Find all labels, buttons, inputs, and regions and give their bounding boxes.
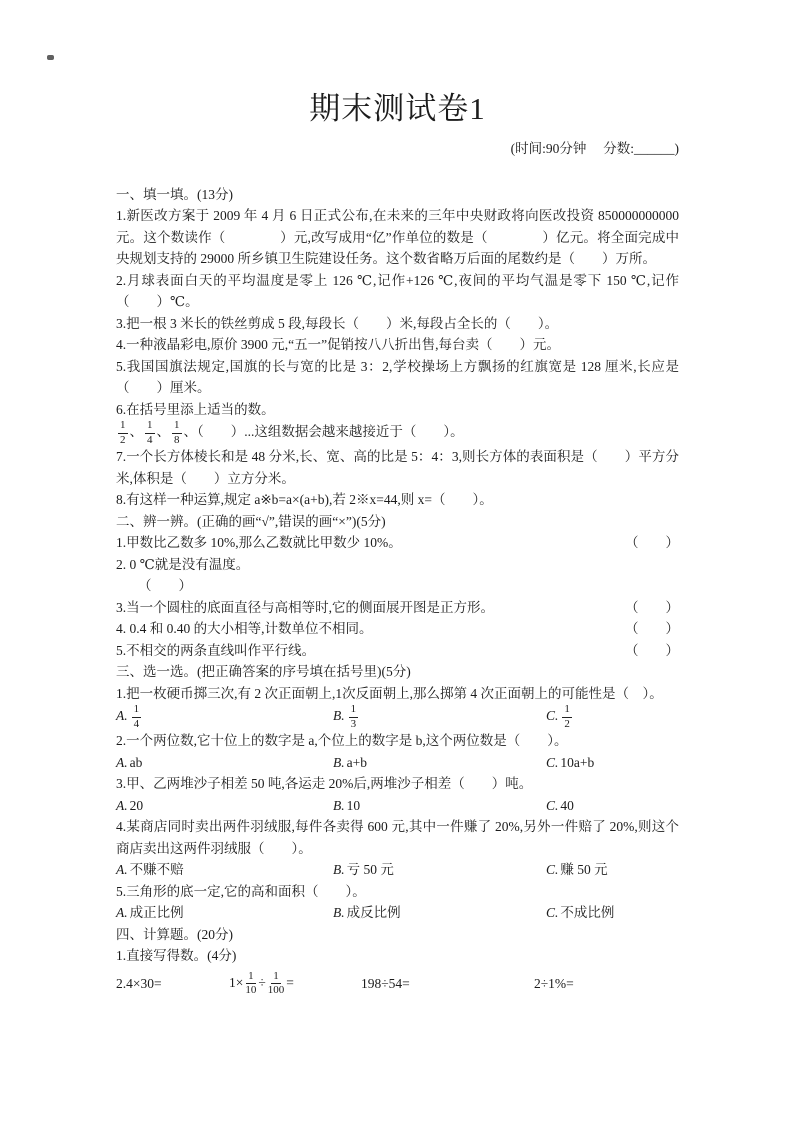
question-6-intro: 6.在括号里添上适当的数。 <box>116 401 275 417</box>
question-text: 4.某商店同时卖出两件羽绒服,每件各卖得 600 元,其中一件赚了 20%,另外一件赔了 20%,则这个商店卖出这两件羽绒服（ ）。 <box>116 819 679 856</box>
true-false-item <box>116 640 679 662</box>
option-text: 成反比例 <box>346 905 401 921</box>
question-8: 8.有这样一种运算,规定 a※b=a×(a+b),若 2※x=44,则 x=（ ）。 <box>116 492 493 508</box>
subsection-heading: 1.直接写得数。(4分) <box>116 948 237 964</box>
option-b <box>333 902 546 924</box>
option-c <box>546 752 679 774</box>
option-b <box>333 859 546 881</box>
question-4: 4.一种液晶彩电,原价 3900 元,“五一”促销按八八折出售,每台卖（ ）元。 <box>116 337 560 352</box>
section-2-heading: 二、辨一辨。(正确的画“√”,错误的画“×”)(5分) <box>116 513 386 529</box>
question-text: 2. 0 ℃就是没有温度。 <box>116 556 250 572</box>
answer-blank: （ ） <box>625 599 679 615</box>
option-label: A. <box>116 708 128 724</box>
calc-expression: 2÷1%= <box>534 975 574 991</box>
option-a <box>116 859 333 881</box>
option-a <box>116 704 333 730</box>
option-text: 赚 50 元 <box>560 862 608 878</box>
section-4-heading: 四、计算题。(20分) <box>116 926 233 942</box>
answer-blank: （ ） <box>625 621 679 637</box>
fraction: $\frac{1}{2}$ <box>120 419 126 446</box>
section-multiple-choice <box>116 661 679 924</box>
section-1-heading: 一、填一填。(13分) <box>116 186 233 202</box>
question-text: 1.把一枚硬币掷三次,有 2 次正面朝上,1次反面朝上,那么掷第 4 次正面朝上的可能性是（ ）。 <box>116 685 663 701</box>
fraction: $\frac{1}{10}$ <box>245 969 257 997</box>
scan-artifact-dot <box>47 55 54 60</box>
option-label: A. <box>116 905 128 921</box>
header-meta: (时间:90分钟 分数:______) <box>510 141 679 156</box>
option-c <box>546 704 679 730</box>
option-label: A. <box>116 862 128 878</box>
options-row <box>116 795 679 817</box>
fraction: $\frac{1}{2}$ <box>564 703 570 730</box>
question-7: 7.一个长方体棱长和是 48 分米,长、宽、高的比是 5：4：3,则长方体的表面积是（ ）平方分米,体积是（ ）立方分米。 <box>116 449 679 486</box>
question-text: 5.不相交的两条直线叫作平行线。 <box>116 642 316 658</box>
answer-blank: （ ） <box>138 578 192 594</box>
question-text: 3.甲、乙两堆沙子相差 50 吨,各运走 20%后,两堆沙子相差（ ）吨。 <box>116 776 533 792</box>
option-text: 不成比例 <box>560 905 615 921</box>
question-3: 3.把一根 3 米长的铁丝剪成 5 段,每段长（ ）米,每段占全长的（ ）。 <box>116 315 559 331</box>
option-label: C. <box>546 905 559 921</box>
option-a <box>116 902 333 924</box>
option-label: B. <box>333 754 345 770</box>
option-label: A. <box>116 754 128 770</box>
option-text: 10 <box>346 797 361 813</box>
option-a <box>116 752 333 774</box>
option-label: A. <box>116 797 128 813</box>
true-false-item <box>116 597 679 619</box>
option-label: B. <box>333 797 345 813</box>
answer-blank: （ ） <box>625 535 679 551</box>
option-text: 40 <box>560 797 574 813</box>
options-row <box>116 704 679 730</box>
fraction: $\frac{1}{4}$ <box>133 703 140 730</box>
calc-expression: 2.4×30= <box>116 975 162 991</box>
option-text: 20 <box>129 797 144 813</box>
option-label: C. <box>546 708 559 724</box>
question-text: 4. 0.4 和 0.40 的大小相等,计数单位不相同。 <box>116 621 373 637</box>
section-fill-in <box>116 184 679 511</box>
question-text: 3.当一个圆柱的底面直径与高相等时,它的侧面展开图是正方形。 <box>116 599 494 615</box>
option-text <box>347 703 361 730</box>
option-label: B. <box>333 862 345 878</box>
option-text: ab <box>129 754 143 770</box>
question-6-sequence: $\frac{1}{2}$ 、 $\frac{1}{4}$ 、 $\frac{1}{8}$ 、（ ）...这组数据会越来越接近于（ ）。 <box>120 419 464 446</box>
question-text: 1.甲数比乙数多 10%,那么乙数就比甲数少 10%。 <box>116 535 402 551</box>
fraction: $\frac{1}{8}$ <box>174 419 180 446</box>
fraction: $\frac{1}{3}$ <box>350 703 357 730</box>
option-c <box>546 795 679 817</box>
option-text: 成正比例 <box>129 905 184 921</box>
options-row <box>116 902 679 924</box>
option-label: B. <box>333 708 345 724</box>
answer-blank: （ ） <box>625 642 679 658</box>
calc-expression: 1× $\frac{1}{10}$ ÷ $\frac{1}{100}$ = <box>229 969 294 997</box>
option-b <box>333 704 546 730</box>
question-text: 2.一个两位数,它十位上的数字是 a,个位上的数字是 b,这个两位数是（ ）。 <box>116 733 568 749</box>
option-text: 不赚不赔 <box>129 862 184 878</box>
option-text <box>560 703 574 730</box>
question-5: 5.我国国旗法规定,国旗的长与宽的比是 3：2,学校操场上方飘扬的红旗宽是 128 厘米,长应是（ ）厘米。 <box>116 358 679 395</box>
section-3-heading: 三、选一选。(把正确答案的序号填在括号里)(5分) <box>116 664 411 680</box>
option-text <box>130 703 144 730</box>
question-text: 5.三角形的底一定,它的高和面积（ ）。 <box>116 883 366 899</box>
option-b <box>333 752 546 774</box>
true-false-item <box>116 532 679 554</box>
section-true-false <box>116 511 679 662</box>
section-calculation <box>116 924 679 997</box>
question-1: 1.新医改方案于 2009 年 4 月 6 日正式公布,在未来的三年中央财政将向医改投资 850000000000 元。这个数读作（ ）元,改写成用“亿”作单位的数是（ ）亿元。将全面完成中央规划支持的 29000 所乡镇卫生院建设任务。这个数省略万后面的尾数约是（ ）万所。 <box>116 208 679 266</box>
option-label: C. <box>546 862 559 878</box>
options-row <box>116 859 679 881</box>
option-text: 10a+b <box>560 754 595 770</box>
option-label: B. <box>333 905 345 921</box>
page-title: 期末测试卷1 <box>309 91 486 126</box>
option-text: 亏 50 元 <box>346 862 394 878</box>
calculation-row <box>116 971 679 997</box>
option-label: C. <box>546 754 559 770</box>
option-c <box>546 859 679 881</box>
fraction: $\frac{1}{4}$ <box>147 419 153 446</box>
calc-expression: 198÷54= <box>361 975 410 991</box>
option-a <box>116 795 333 817</box>
option-label: C. <box>546 797 559 813</box>
question-2: 2.月球表面白天的平均温度是零上 126 ℃,记作+126 ℃,夜间的平均气温是零下 150 ℃,记作（ ）℃。 <box>116 272 679 309</box>
fraction: $\frac{1}{100}$ <box>267 969 285 997</box>
option-c <box>546 902 679 924</box>
option-text: a+b <box>346 754 367 770</box>
option-b <box>333 795 546 817</box>
true-false-item <box>116 618 679 640</box>
options-row <box>116 752 679 774</box>
